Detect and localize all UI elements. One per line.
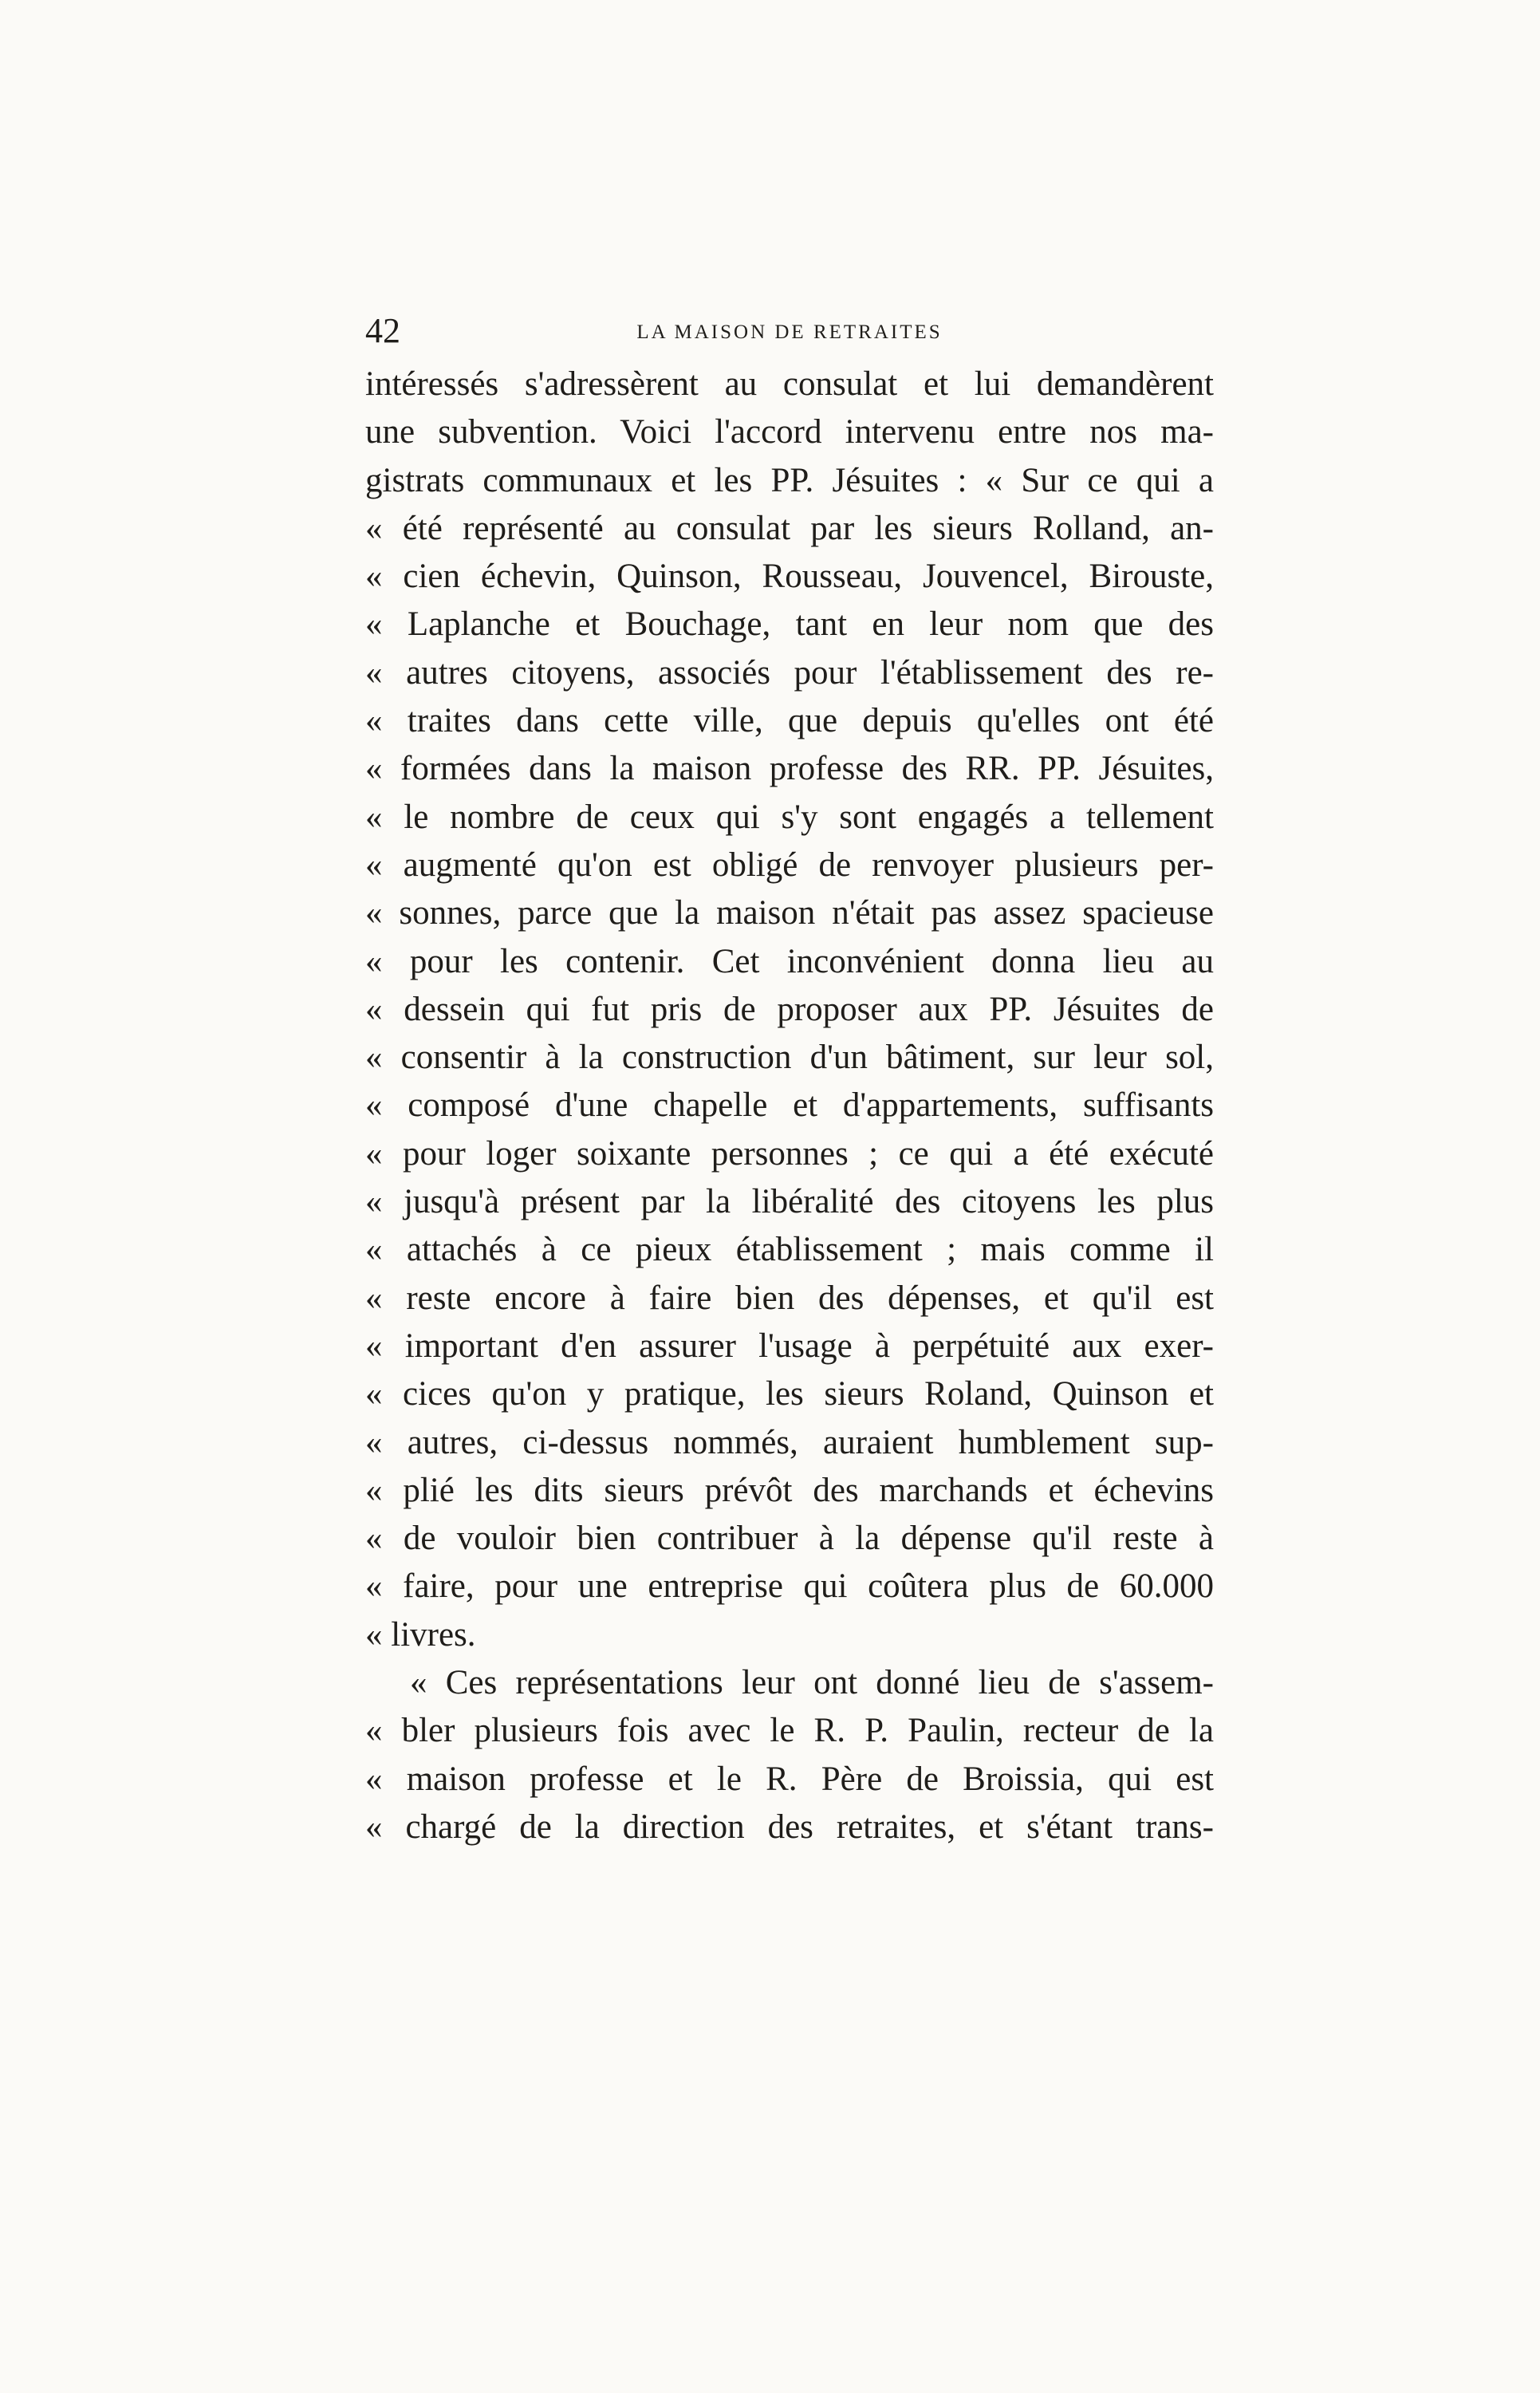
text-line: « consentir à la construction d'un bâtiment, sur leur sol,	[365, 1039, 1214, 1077]
text-line: « traites dans cette ville, que depuis qu'elles ont été	[365, 702, 1214, 740]
text-line: « cices qu'on y pratique, les sieurs Roland, Quinson et	[365, 1375, 1214, 1413]
text-line: « important d'en assurer l'usage à perpétuité aux exer-	[365, 1327, 1214, 1365]
text-line: « augmenté qu'on est obligé de renvoyer plusieurs per-	[365, 846, 1214, 884]
text-line: « été représenté au consulat par les sieurs Rolland, an-	[365, 509, 1214, 547]
text-line: une subvention. Voici l'accord intervenu entre nos ma-	[365, 413, 1214, 451]
page-number: 42	[365, 311, 400, 350]
text-line: « dessein qui fut pris de proposer aux PP. Jésuites de	[365, 990, 1214, 1028]
text-line: gistrats communaux et les PP. Jésuites : « Sur ce qui a	[365, 461, 1214, 499]
text-line: « jusqu'à présent par la libéralité des citoyens les plus	[365, 1183, 1214, 1221]
text-line: « de vouloir bien contribuer à la dépense qu'il reste à	[365, 1520, 1214, 1558]
text-line: « sonnes, parce que la maison n'était pas assez spacieuse	[365, 894, 1214, 932]
body-text	[365, 361, 1214, 1851]
text-line: « cien échevin, Quinson, Rousseau, Jouvencel, Birouste,	[365, 558, 1214, 596]
running-title: LA MAISON DE RETRAITES	[636, 321, 943, 343]
running-head	[365, 307, 1214, 355]
text-line: « pour loger soixante personnes ; ce qui a été exécuté	[365, 1134, 1214, 1173]
text-line: « attachés à ce pieux établissement ; mais comme il	[365, 1231, 1214, 1269]
text-line: « formées dans la maison professe des RR. PP. Jésuites,	[365, 750, 1214, 788]
text-line: « faire, pour une entreprise qui coûtera plus de 60.000	[365, 1567, 1214, 1606]
text-line: « chargé de la direction des retraites, et s'étant trans-	[365, 1808, 1214, 1846]
text-line: « Ces représentations leur ont donné lieu de s'assem-	[410, 1664, 1214, 1702]
text-line: « le nombre de ceux qui s'y sont engagés a tellement	[365, 798, 1214, 836]
text-line: « autres, ci-dessus nommés, auraient humblement sup-	[365, 1423, 1214, 1461]
text-line: « maison professe et le R. Père de Broissia, qui est	[365, 1760, 1214, 1798]
text-line: « pour les contenir. Cet inconvénient donna lieu au	[365, 942, 1214, 980]
text-line: « autres citoyens, associés pour l'établissement des re-	[365, 653, 1214, 692]
text-line: intéressés s'adressèrent au consulat et lui demandèrent	[365, 365, 1214, 403]
text-line: « Laplanche et Bouchage, tant en leur nom que des	[365, 605, 1214, 644]
text-line: « reste encore à faire bien des dépenses, et qu'il est	[365, 1279, 1214, 1317]
text-line: « bler plusieurs fois avec le R. P. Paulin, recteur de la	[365, 1712, 1214, 1750]
text-line: « plié les dits sieurs prévôt des marchands et échevins	[365, 1471, 1214, 1509]
text-line: « composé d'une chapelle et d'appartements, suffisants	[365, 1086, 1214, 1125]
text-line: « livres.	[365, 1615, 476, 1654]
